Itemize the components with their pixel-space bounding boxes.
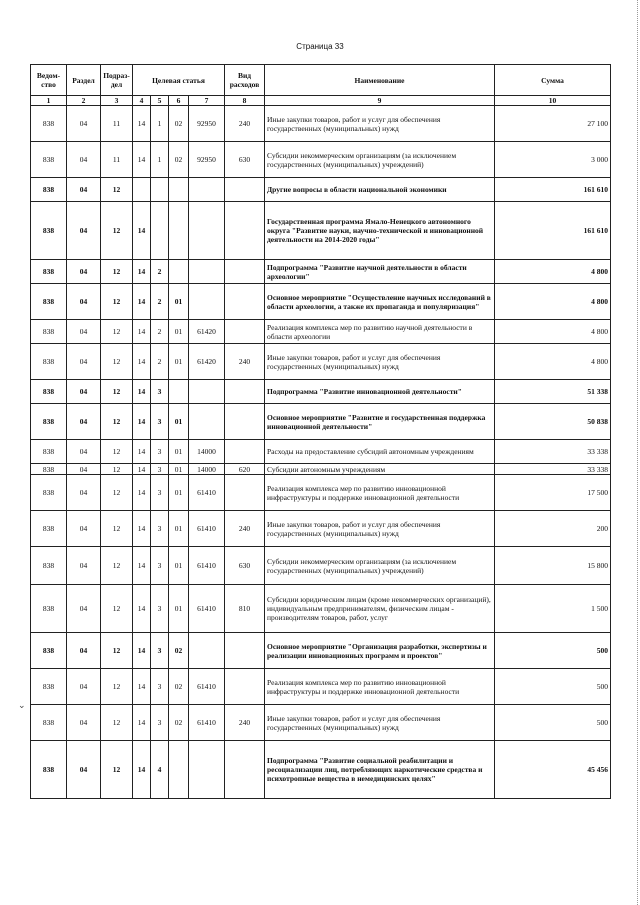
expense-type-cell: 620 <box>225 464 265 475</box>
program-code-cell: 14 <box>133 106 151 142</box>
expense-type-cell: 630 <box>225 547 265 585</box>
budget-table <box>30 64 611 799</box>
razdel-cell: 04 <box>67 475 101 511</box>
expense-type-cell <box>225 741 265 799</box>
razdel-cell: 04 <box>67 705 101 741</box>
direction-code-cell <box>189 260 225 284</box>
table-row <box>31 633 611 669</box>
header-razdel: Раздел <box>67 65 101 96</box>
podrazdel-cell: 12 <box>101 380 133 404</box>
table-row <box>31 464 611 475</box>
razdel-cell: 04 <box>67 547 101 585</box>
direction-code-cell: 92950 <box>189 142 225 178</box>
razdel-cell: 04 <box>67 585 101 633</box>
program-code-cell: 14 <box>133 202 151 260</box>
sum-cell: 45 456 <box>495 741 611 799</box>
expense-type-cell: 810 <box>225 585 265 633</box>
expense-type-cell: 240 <box>225 511 265 547</box>
sum-cell: 1 500 <box>495 585 611 633</box>
event-code-cell <box>169 178 189 202</box>
subprogram-code-cell: 2 <box>151 344 169 380</box>
sum-cell: 500 <box>495 705 611 741</box>
event-code-cell <box>169 202 189 260</box>
sum-cell: 4 800 <box>495 320 611 344</box>
expense-type-cell <box>225 404 265 440</box>
vedomstvo-cell: 838 <box>31 669 67 705</box>
razdel-cell: 04 <box>67 380 101 404</box>
name-cell: Иные закупки товаров, работ и услуг для обеспечения государственных (муниципальных) нужд <box>265 511 495 547</box>
direction-code-cell: 61410 <box>189 547 225 585</box>
podrazdel-cell: 12 <box>101 440 133 464</box>
direction-code-cell: 61410 <box>189 669 225 705</box>
name-cell: Субсидии юридическим лицам (кроме некоммерческих организаций), индивидуальным предпринимателям, физическим лицам - производителям товаров, работ, услуг <box>265 585 495 633</box>
column-number-row <box>31 96 611 106</box>
table-row <box>31 475 611 511</box>
direction-code-cell <box>189 202 225 260</box>
vedomstvo-cell: 838 <box>31 475 67 511</box>
podrazdel-cell: 12 <box>101 705 133 741</box>
vedomstvo-cell: 838 <box>31 178 67 202</box>
margin-mark: ⌄ <box>18 700 26 710</box>
razdel-cell: 04 <box>67 202 101 260</box>
name-cell: Реализация комплекса мер по развитию инновационной инфраструктуры и поддержке инновационной деятельности <box>265 475 495 511</box>
program-code-cell: 14 <box>133 669 151 705</box>
sum-cell: 51 338 <box>495 380 611 404</box>
razdel-cell: 04 <box>67 178 101 202</box>
expense-type-cell <box>225 178 265 202</box>
sum-cell: 50 838 <box>495 404 611 440</box>
vedomstvo-cell: 838 <box>31 440 67 464</box>
podrazdel-cell: 11 <box>101 106 133 142</box>
event-code-cell: 02 <box>169 142 189 178</box>
name-cell: Субсидии автономным учреждениям <box>265 464 495 475</box>
vedomstvo-cell: 838 <box>31 320 67 344</box>
direction-code-cell: 61420 <box>189 344 225 380</box>
sum-cell: 15 800 <box>495 547 611 585</box>
column-number: 5 <box>151 96 169 106</box>
vedomstvo-cell: 838 <box>31 404 67 440</box>
subprogram-code-cell <box>151 178 169 202</box>
sum-cell: 33 338 <box>495 440 611 464</box>
podrazdel-cell: 12 <box>101 178 133 202</box>
column-number: 7 <box>189 96 225 106</box>
column-number: 8 <box>225 96 265 106</box>
razdel-cell: 04 <box>67 741 101 799</box>
podrazdel-cell: 12 <box>101 511 133 547</box>
direction-code-cell <box>189 178 225 202</box>
podrazdel-cell: 12 <box>101 260 133 284</box>
program-code-cell: 14 <box>133 585 151 633</box>
event-code-cell: 01 <box>169 511 189 547</box>
vedomstvo-cell: 838 <box>31 260 67 284</box>
subprogram-code-cell <box>151 202 169 260</box>
name-cell: Подпрограмма "Развитие инновационной деятельности" <box>265 380 495 404</box>
sum-cell: 161 610 <box>495 202 611 260</box>
subprogram-code-cell: 3 <box>151 404 169 440</box>
vedomstvo-cell: 838 <box>31 741 67 799</box>
subprogram-code-cell: 2 <box>151 260 169 284</box>
name-cell: Основное мероприятие "Осуществление научных исследований в области археологии, а также их пропаганда и популяризация" <box>265 284 495 320</box>
sum-cell: 200 <box>495 511 611 547</box>
direction-code-cell: 61410 <box>189 511 225 547</box>
header-podrazdel: Подраз-дел <box>101 65 133 96</box>
subprogram-code-cell: 1 <box>151 142 169 178</box>
name-cell: Субсидии некоммерческим организациям (за исключением государственных (муниципальных) учреждений) <box>265 142 495 178</box>
direction-code-cell: 61410 <box>189 475 225 511</box>
table-row <box>31 669 611 705</box>
direction-code-cell: 61420 <box>189 320 225 344</box>
expense-type-cell <box>225 669 265 705</box>
event-code-cell: 01 <box>169 344 189 380</box>
expense-type-cell: 240 <box>225 344 265 380</box>
expense-type-cell: 630 <box>225 142 265 178</box>
vedomstvo-cell: 838 <box>31 142 67 178</box>
program-code-cell: 14 <box>133 547 151 585</box>
name-cell: Иные закупки товаров, работ и услуг для обеспечения государственных (муниципальных) нужд <box>265 705 495 741</box>
name-cell: Субсидии некоммерческим организациям (за исключением государственных (муниципальных) учреждений) <box>265 547 495 585</box>
event-code-cell: 01 <box>169 440 189 464</box>
name-cell: Подпрограмма "Развитие научной деятельности в области археологии" <box>265 260 495 284</box>
direction-code-cell: 14000 <box>189 464 225 475</box>
subprogram-code-cell: 3 <box>151 585 169 633</box>
razdel-cell: 04 <box>67 106 101 142</box>
column-number: 9 <box>265 96 495 106</box>
header-naimenovanie: Наименование <box>265 65 495 96</box>
expense-type-cell <box>225 320 265 344</box>
event-code-cell: 02 <box>169 705 189 741</box>
event-code-cell: 01 <box>169 585 189 633</box>
podrazdel-cell: 12 <box>101 585 133 633</box>
razdel-cell: 04 <box>67 440 101 464</box>
direction-code-cell: 14000 <box>189 440 225 464</box>
podrazdel-cell: 12 <box>101 464 133 475</box>
program-code-cell: 14 <box>133 260 151 284</box>
header-vid-rashodov: Вид расходов <box>225 65 265 96</box>
table-row <box>31 106 611 142</box>
name-cell: Основное мероприятие "Организация разработки, экспертизы и реализации инновационных программ и проектов" <box>265 633 495 669</box>
razdel-cell: 04 <box>67 669 101 705</box>
sum-cell: 27 100 <box>495 106 611 142</box>
expense-type-cell: 240 <box>225 705 265 741</box>
program-code-cell: 14 <box>133 344 151 380</box>
event-code-cell: 01 <box>169 284 189 320</box>
razdel-cell: 04 <box>67 142 101 178</box>
program-code-cell: 14 <box>133 475 151 511</box>
sum-cell: 161 610 <box>495 178 611 202</box>
event-code-cell: 01 <box>169 464 189 475</box>
table-row <box>31 404 611 440</box>
column-number: 1 <box>31 96 67 106</box>
sum-cell: 4 800 <box>495 344 611 380</box>
podrazdel-cell: 12 <box>101 320 133 344</box>
program-code-cell: 14 <box>133 142 151 178</box>
direction-code-cell: 92950 <box>189 106 225 142</box>
podrazdel-cell: 12 <box>101 475 133 511</box>
razdel-cell: 04 <box>67 404 101 440</box>
name-cell: Другие вопросы в области национальной экономики <box>265 178 495 202</box>
table-row <box>31 440 611 464</box>
vedomstvo-cell: 838 <box>31 380 67 404</box>
table-row <box>31 320 611 344</box>
direction-code-cell <box>189 404 225 440</box>
name-cell: Реализация комплекса мер по развитию инновационной инфраструктуры и поддержке инновационной деятельности <box>265 669 495 705</box>
expense-type-cell <box>225 633 265 669</box>
expense-type-cell <box>225 284 265 320</box>
header-vedomstvo: Ведом-ство <box>31 65 67 96</box>
direction-code-cell <box>189 284 225 320</box>
expense-type-cell: 240 <box>225 106 265 142</box>
table-row <box>31 705 611 741</box>
table-row <box>31 380 611 404</box>
subprogram-code-cell: 2 <box>151 320 169 344</box>
vedomstvo-cell: 838 <box>31 633 67 669</box>
name-cell: Основное мероприятие "Развитие и государственная поддержка инновационной деятельности" <box>265 404 495 440</box>
direction-code-cell <box>189 633 225 669</box>
vedomstvo-cell: 838 <box>31 464 67 475</box>
vedomstvo-cell: 838 <box>31 106 67 142</box>
vedomstvo-cell: 838 <box>31 511 67 547</box>
name-cell: Иные закупки товаров, работ и услуг для обеспечения государственных (муниципальных) нужд <box>265 106 495 142</box>
event-code-cell: 01 <box>169 547 189 585</box>
subprogram-code-cell: 2 <box>151 284 169 320</box>
direction-code-cell <box>189 741 225 799</box>
name-cell: Расходы на предоставление субсидий автономным учреждениям <box>265 440 495 464</box>
event-code-cell: 02 <box>169 633 189 669</box>
subprogram-code-cell: 3 <box>151 705 169 741</box>
program-code-cell: 14 <box>133 404 151 440</box>
program-code-cell: 14 <box>133 633 151 669</box>
subprogram-code-cell: 1 <box>151 106 169 142</box>
subprogram-code-cell: 3 <box>151 633 169 669</box>
sum-cell: 4 800 <box>495 260 611 284</box>
event-code-cell: 01 <box>169 320 189 344</box>
razdel-cell: 04 <box>67 284 101 320</box>
name-cell: Реализация комплекса мер по развитию научной деятельности в области археологии <box>265 320 495 344</box>
sum-cell: 4 800 <box>495 284 611 320</box>
podrazdel-cell: 11 <box>101 142 133 178</box>
table-row <box>31 178 611 202</box>
razdel-cell: 04 <box>67 633 101 669</box>
column-number: 10 <box>495 96 611 106</box>
event-code-cell <box>169 260 189 284</box>
vedomstvo-cell: 838 <box>31 585 67 633</box>
event-code-cell <box>169 741 189 799</box>
expense-type-cell <box>225 260 265 284</box>
expense-type-cell <box>225 475 265 511</box>
column-number: 4 <box>133 96 151 106</box>
podrazdel-cell: 12 <box>101 344 133 380</box>
table-row <box>31 547 611 585</box>
table-row <box>31 284 611 320</box>
razdel-cell: 04 <box>67 344 101 380</box>
subprogram-code-cell: 3 <box>151 669 169 705</box>
table-row <box>31 260 611 284</box>
expense-type-cell <box>225 380 265 404</box>
table-row <box>31 585 611 633</box>
expense-type-cell <box>225 440 265 464</box>
subprogram-code-cell: 3 <box>151 511 169 547</box>
table-row <box>31 202 611 260</box>
subprogram-code-cell: 3 <box>151 547 169 585</box>
program-code-cell: 14 <box>133 511 151 547</box>
table-row <box>31 741 611 799</box>
subprogram-code-cell: 3 <box>151 380 169 404</box>
name-cell: Государственная программа Ямало-Ненецкого автономного округа "Развитие науки, научно-технической и инновационной деятельности на 2014-2020 годы" <box>265 202 495 260</box>
direction-code-cell: 61410 <box>189 585 225 633</box>
event-code-cell: 02 <box>169 669 189 705</box>
podrazdel-cell: 12 <box>101 404 133 440</box>
subprogram-code-cell: 3 <box>151 464 169 475</box>
event-code-cell: 01 <box>169 475 189 511</box>
vedomstvo-cell: 838 <box>31 284 67 320</box>
column-number: 6 <box>169 96 189 106</box>
podrazdel-cell: 12 <box>101 547 133 585</box>
subprogram-code-cell: 3 <box>151 475 169 511</box>
podrazdel-cell: 12 <box>101 284 133 320</box>
column-number: 2 <box>67 96 101 106</box>
table-row <box>31 511 611 547</box>
table-header-row <box>31 65 611 96</box>
program-code-cell: 14 <box>133 440 151 464</box>
event-code-cell <box>169 380 189 404</box>
program-code-cell: 14 <box>133 741 151 799</box>
table-row <box>31 344 611 380</box>
podrazdel-cell: 12 <box>101 202 133 260</box>
program-code-cell: 14 <box>133 464 151 475</box>
subprogram-code-cell: 4 <box>151 741 169 799</box>
sum-cell: 17 500 <box>495 475 611 511</box>
name-cell: Подпрограмма "Развитие социальной реабилитации и ресоциализации лиц, потребляющих наркотические средства и психотропные вещества в немедицинских целях" <box>265 741 495 799</box>
razdel-cell: 04 <box>67 464 101 475</box>
sum-cell: 500 <box>495 633 611 669</box>
vedomstvo-cell: 838 <box>31 344 67 380</box>
podrazdel-cell: 12 <box>101 669 133 705</box>
subprogram-code-cell: 3 <box>151 440 169 464</box>
program-code-cell <box>133 178 151 202</box>
program-code-cell: 14 <box>133 284 151 320</box>
program-code-cell: 14 <box>133 380 151 404</box>
event-code-cell: 02 <box>169 106 189 142</box>
expense-type-cell <box>225 202 265 260</box>
table-body <box>31 106 611 799</box>
scan-edge-line <box>636 0 638 905</box>
table-row <box>31 142 611 178</box>
direction-code-cell <box>189 380 225 404</box>
vedomstvo-cell: 838 <box>31 202 67 260</box>
vedomstvo-cell: 838 <box>31 705 67 741</box>
podrazdel-cell: 12 <box>101 741 133 799</box>
name-cell: Иные закупки товаров, работ и услуг для обеспечения государственных (муниципальных) нужд <box>265 344 495 380</box>
header-summa: Сумма <box>495 65 611 96</box>
razdel-cell: 04 <box>67 260 101 284</box>
program-code-cell: 14 <box>133 320 151 344</box>
razdel-cell: 04 <box>67 511 101 547</box>
razdel-cell: 04 <box>67 320 101 344</box>
header-celevaya-statya: Целевая статья <box>133 65 225 96</box>
sum-cell: 3 000 <box>495 142 611 178</box>
sum-cell: 33 338 <box>495 464 611 475</box>
program-code-cell: 14 <box>133 705 151 741</box>
event-code-cell: 01 <box>169 404 189 440</box>
direction-code-cell: 61410 <box>189 705 225 741</box>
page-number-header: Страница 33 <box>296 42 344 51</box>
sum-cell: 500 <box>495 669 611 705</box>
podrazdel-cell: 12 <box>101 633 133 669</box>
vedomstvo-cell: 838 <box>31 547 67 585</box>
column-number: 3 <box>101 96 133 106</box>
